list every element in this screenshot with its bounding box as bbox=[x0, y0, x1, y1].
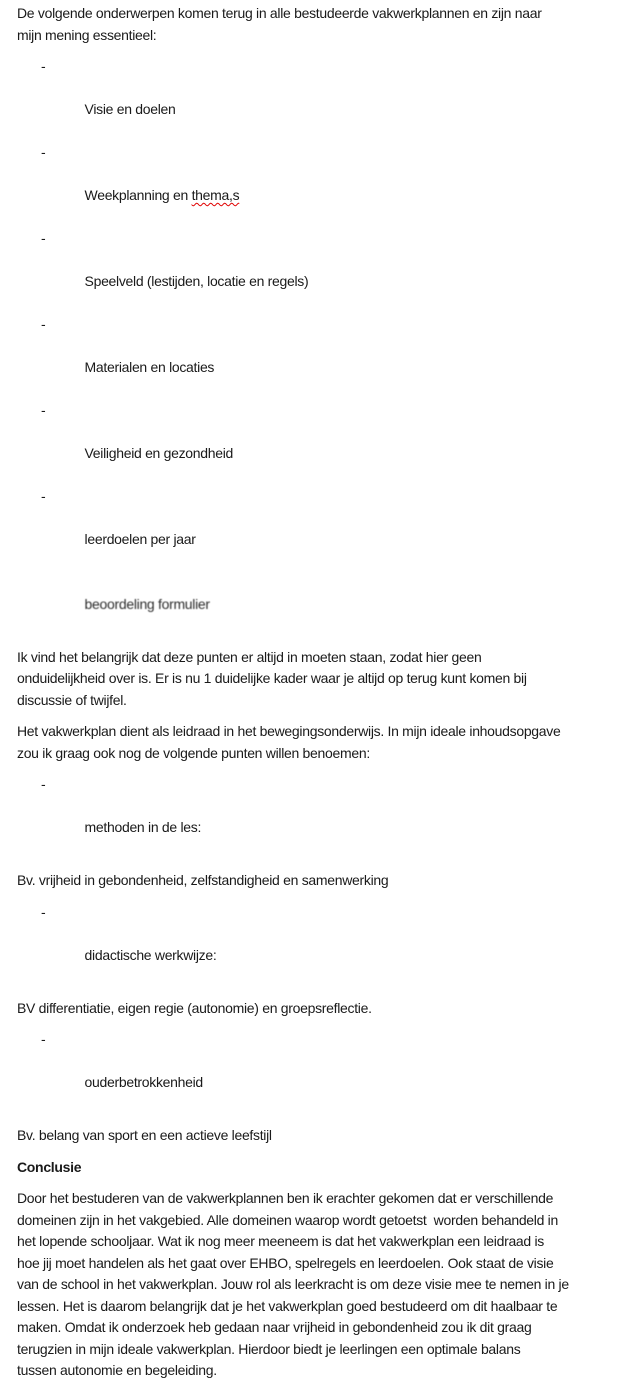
extra-item-ouderbetrokkenheid-row bbox=[17, 1029, 627, 1115]
topic-label: Materialen en locaties bbox=[84, 359, 215, 375]
topic-item-visie bbox=[17, 56, 627, 142]
extra-item-label: didactische werkwijze: bbox=[84, 946, 217, 963]
conclusion-line-9: tussen autonomie en begeleiding. bbox=[17, 1362, 217, 1378]
conclusion-line-1: Door het bestuderen van de vakwerkplannen ben ik erachter gekomen dat er verschillende bbox=[17, 1190, 554, 1206]
importance-line-3: discussie of twijfel. bbox=[17, 691, 127, 708]
didactische-example-line: BV differentiatie, eigen regie (autonomie) en groepsreflectie. bbox=[17, 999, 372, 1016]
ouderbetrokkenheid-example-line: Bv. belang van sport en een actieve leefstijl bbox=[17, 1127, 272, 1143]
ideal-line-2: zou ik graag ook nog de volgende punten willen benoemen: bbox=[17, 744, 370, 761]
bullet-dash: - bbox=[41, 488, 46, 504]
extra-item-methoden bbox=[17, 774, 627, 860]
bullet-dash: - bbox=[41, 402, 46, 418]
bullet-dash: - bbox=[41, 1031, 46, 1047]
topic-item-leerdoelen bbox=[17, 486, 627, 572]
didactische-example-paragraph bbox=[17, 998, 627, 1020]
extra-item-didactische bbox=[17, 902, 627, 988]
ouderbetrokkenheid-example-paragraph bbox=[17, 1125, 627, 1147]
ideal-line-1: Het vakwerkplan dient als leidraad in het bewegingsonderwijs. In mijn ideale inhoudsopgave bbox=[17, 723, 561, 739]
intro-line-2: mijn mening essentieel: bbox=[17, 26, 157, 43]
importance-line-1: Ik vind het belangrijk dat deze punten er altijd in moeten staan, zodat hier geen bbox=[17, 648, 482, 665]
extra-item-label: ouderbetrokkenheid bbox=[84, 1074, 203, 1090]
bullet-dash: - bbox=[41, 230, 46, 246]
intro-line-1: De volgende onderwerpen komen terug in alle bestudeerde vakwerkplannen en zijn naar bbox=[17, 5, 542, 21]
bullet-dash: - bbox=[41, 144, 46, 160]
conclusion-line-5: van de school in het vakwerkplan. Jouw rol als leerkracht is om deze visie mee te nemen in je bbox=[17, 1276, 569, 1292]
conclusion-line-4: hoe jij moet handelen als het gaat over EHBO, spelregels en leerdoelen. Ook staat de visie bbox=[17, 1254, 554, 1271]
extra-item-label: methoden in de les: bbox=[84, 819, 202, 835]
methoden-example-paragraph bbox=[17, 870, 627, 892]
conclusion-line-6: lessen. Het is daarom belangrijk dat je het vakwerkplan goed bestudeerd om dit haalbaar te bbox=[17, 1297, 558, 1314]
topic-item-materialen bbox=[17, 314, 627, 400]
extra-item-methoden-row bbox=[17, 774, 627, 860]
topic-label: Speelveld (lestijden, locatie en regels) bbox=[84, 273, 309, 289]
topic-label: Visie en doelen bbox=[84, 101, 176, 117]
conclusion-line-7: maken. Omdat ik onderzoek heb gedaan naar vrijheid in gebondenheid zou ik dit graag bbox=[17, 1319, 532, 1335]
topics-list bbox=[17, 56, 627, 637]
topic-item-veiligheid bbox=[17, 400, 627, 486]
topic-item-speelveld bbox=[17, 228, 627, 314]
conclusion-line-2: domeinen zijn in het vakgebied. Alle domeinen waarop wordt getoetst worden behandeld in bbox=[17, 1211, 558, 1228]
extra-item-didactische-row bbox=[17, 902, 627, 988]
bullet-dash: - bbox=[41, 58, 46, 74]
topic-item-weekplanning bbox=[17, 142, 627, 228]
topic-label: beoordeling formulier bbox=[84, 595, 210, 612]
importance-line-2: onduidelijkheid over is. Er is nu 1 duidelijke kader waar je altijd op terug kunt komen bij bbox=[17, 670, 527, 686]
topic-item-beoordeling bbox=[17, 572, 627, 637]
topic-label: Veiligheid en gezondheid bbox=[84, 445, 234, 461]
conclusion-line-8: terugzien in mijn ideale vakwerkplan. Hierdoor biedt je leerlingen een optimale balans bbox=[17, 1340, 521, 1357]
topic-label: Weekplanning en bbox=[84, 187, 192, 203]
conclusion-heading-text: Conclusie bbox=[17, 1158, 82, 1175]
methoden-example-line: Bv. vrijheid in gebondenheid, zelfstandigheid en samenwerking bbox=[17, 872, 389, 888]
conclusion-line-3: het lopende schooljaar. Wat ik nog meer meeneem is dat het vakwerkplan een leidraad is bbox=[17, 1233, 544, 1249]
extra-item-ouderbetrokkenheid bbox=[17, 1029, 627, 1115]
misspelled-word: thema,s bbox=[191, 187, 240, 203]
intro-paragraph bbox=[17, 3, 627, 46]
topic-label: leerdoelen per jaar bbox=[84, 531, 196, 547]
importance-paragraph bbox=[17, 647, 627, 712]
conclusion-paragraph bbox=[17, 1188, 627, 1382]
bullet-dash: - bbox=[41, 316, 46, 332]
conclusion-heading bbox=[17, 1157, 627, 1179]
bullet-dash: - bbox=[41, 776, 46, 792]
bullet-dash: - bbox=[41, 903, 46, 920]
